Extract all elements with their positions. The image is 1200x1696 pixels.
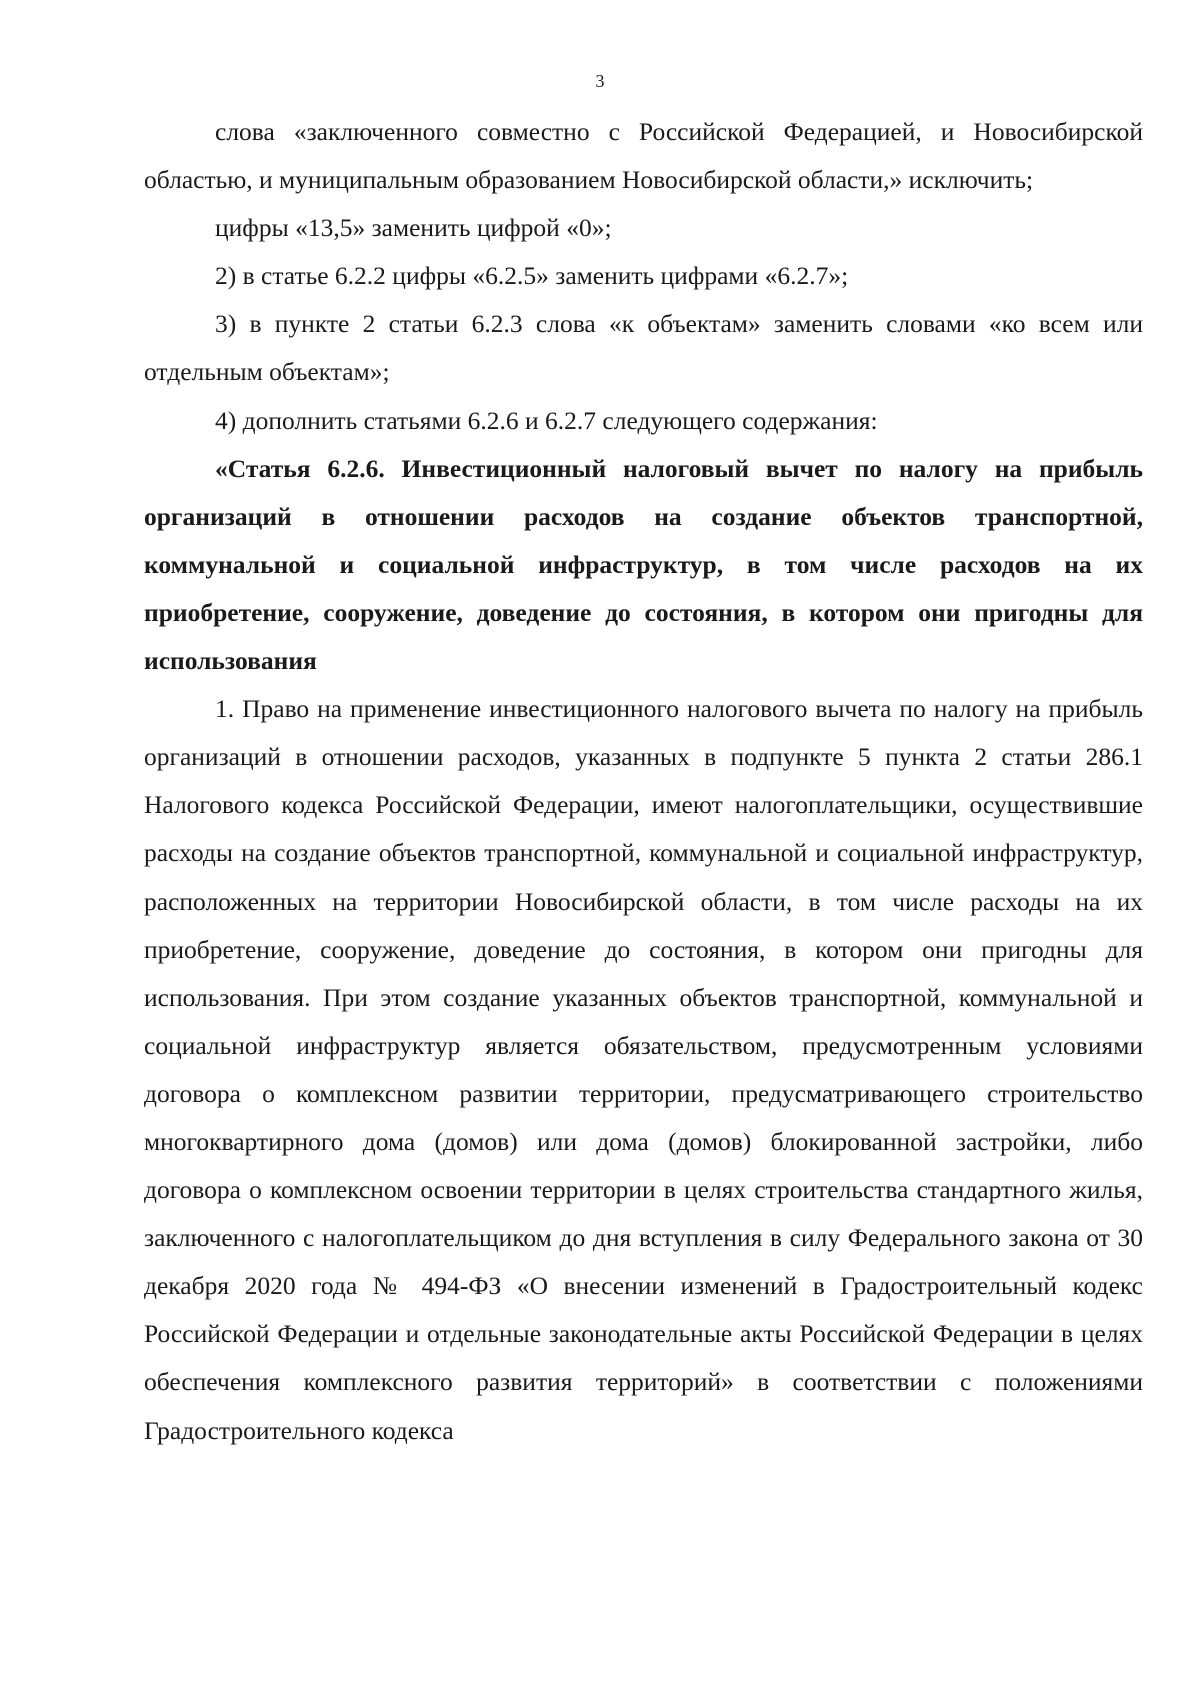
paragraph-amendment-3: 3) в пункте 2 статьи 6.2.3 слова «к объектам» заменить словами «ко всем или отдельным объектам»; xyxy=(144,309,1143,387)
document-body xyxy=(144,108,1143,1455)
paragraph-amendment-2: 2) в статье 6.2.2 цифры «6.2.5» заменить цифрами «6.2.7»; xyxy=(215,261,849,291)
page-number: 3 xyxy=(595,71,605,91)
article-clause-1: 1. Право на применение инвестиционного налогового вычета по налогу на прибыль организаций в отношении расходов, указанных в подпункте 5 пункта 2 статьи 286.1 Налогового кодекса Российской Федерации, имеют налогоплательщики, осуществившие расходы на создание объектов транспортной, коммунальной и социальной инфраструктур, расположенных на территории Новосибирской области, в том числе расходы на их приобретение, сооружение, доведение до состояния, в котором они пригодны для использования. При этом создание указанных объектов транспортной, коммунальной и социальной инфраструктур является обязательством, предусмотренным условиями договора о комплексном развитии территории, предусматривающего строительство многоквартирного дома (домов) или дома (домов) блокированной застройки, либо договора о комплексном освоении территории в целях строительства стандартного жилья, заключенного с налогоплательщиком до дня вступления в силу Федерального закона от 30 декабря 2020 года № 494-ФЗ «О внесении изменений в Градостроительный кодекс Российской Федерации и отдельные законодательные акты Российской Федерации в целях обеспечения комплексного развития территорий» в соответствии с положениями Градостроительного кодекса xyxy=(144,694,1143,1445)
article-heading: «Статья 6.2.6. Инвестиционный налоговый вычет по налогу на прибыль организаций в отношении расходов на создание объектов транспортной, коммунальной и социальной инфраструктур, в том числе расходов на их приобретение, сооружение, доведение до состояния, в котором они пригодны для использования xyxy=(144,453,1143,676)
paragraph-delete-words: слова «заключенного совместно с Российской Федерацией, и Новосибирской областью, и муниципальным образованием Новосибирской области,» исключить; xyxy=(144,117,1143,195)
paragraph-replace-digits: цифры «13,5» заменить цифрой «0»; xyxy=(215,213,612,243)
paragraph-amendment-4: 4) дополнить статьями 6.2.6 и 6.2.7 следующего содержания: xyxy=(215,405,878,435)
